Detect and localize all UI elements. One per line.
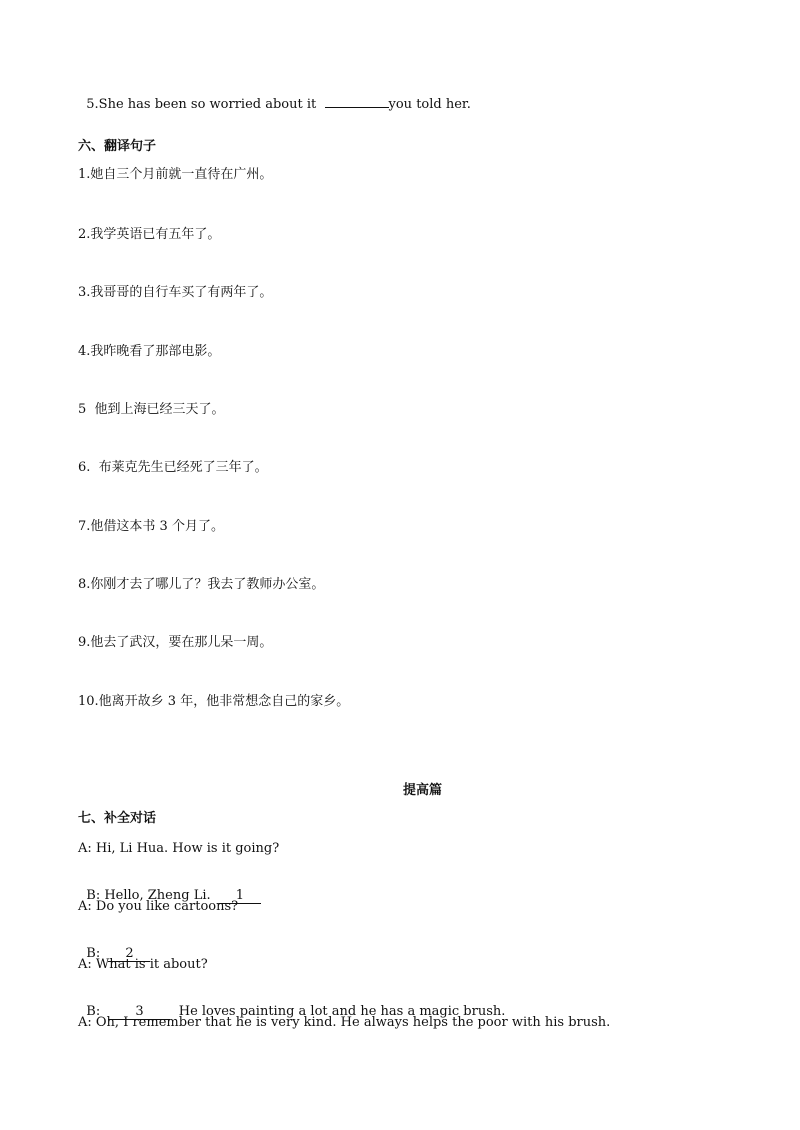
translation-item: 7.他借这本书 3 个月了。 — [78, 519, 224, 534]
answer-blank-3[interactable]: 3 — [108, 1005, 170, 1020]
sentence-5 — [78, 78, 471, 114]
translation-item: 10.他离开故乡 3 年，他非常想念自己的家乡。 — [78, 694, 350, 709]
translation-item: 6. 布莱克先生已经死了三年了。 — [78, 460, 268, 475]
answer-blank[interactable] — [325, 107, 389, 108]
translation-item: 1.她自三个月前就一直待在广州。 — [78, 167, 273, 182]
dialog-text: B: Hello, Zheng Li. — [86, 888, 219, 903]
dialog-text: B: — [86, 946, 109, 961]
dialog-tail: He loves painting a lot and he has a magic brush. — [170, 1004, 506, 1019]
translation-item: 3.我哥哥的自行车买了有两年了。 — [78, 285, 273, 300]
advanced-title: 提高篇 — [402, 783, 442, 798]
answer-blank-2[interactable]: 2 — [108, 947, 150, 962]
sentence-5-tail: you told her. — [388, 97, 471, 112]
dialog-line: A: Oh, I remember that he is very kind. He always helps the poor with his brush. — [78, 1015, 611, 1030]
translation-item: 9.他去了武汉，要在那儿呆一周。 — [78, 635, 273, 650]
translation-item: 4.我昨晚看了那部电影。 — [78, 344, 221, 359]
translation-item: 5 他到上海已经三天了。 — [78, 402, 225, 417]
sentence-5-text: 5.She has been so worried about it — [86, 97, 325, 112]
section-7-title: 七、补全对话 — [78, 811, 157, 826]
dialog-line: A: Do you like cartoons? — [78, 899, 239, 914]
section-6-title: 六、翻译句子 — [78, 139, 157, 154]
translation-item: 2.我学英语已有五年了。 — [78, 227, 221, 242]
dialog-line: A: Hi, Li Hua. How is it going? — [78, 841, 280, 856]
translation-item: 8.你刚才去了哪儿了？我去了教师办公室。 — [78, 577, 325, 592]
dialog-text: B: — [86, 1004, 109, 1019]
answer-blank-1[interactable]: 1 — [219, 889, 261, 904]
dialog-line: A: What is it about? — [78, 957, 208, 972]
